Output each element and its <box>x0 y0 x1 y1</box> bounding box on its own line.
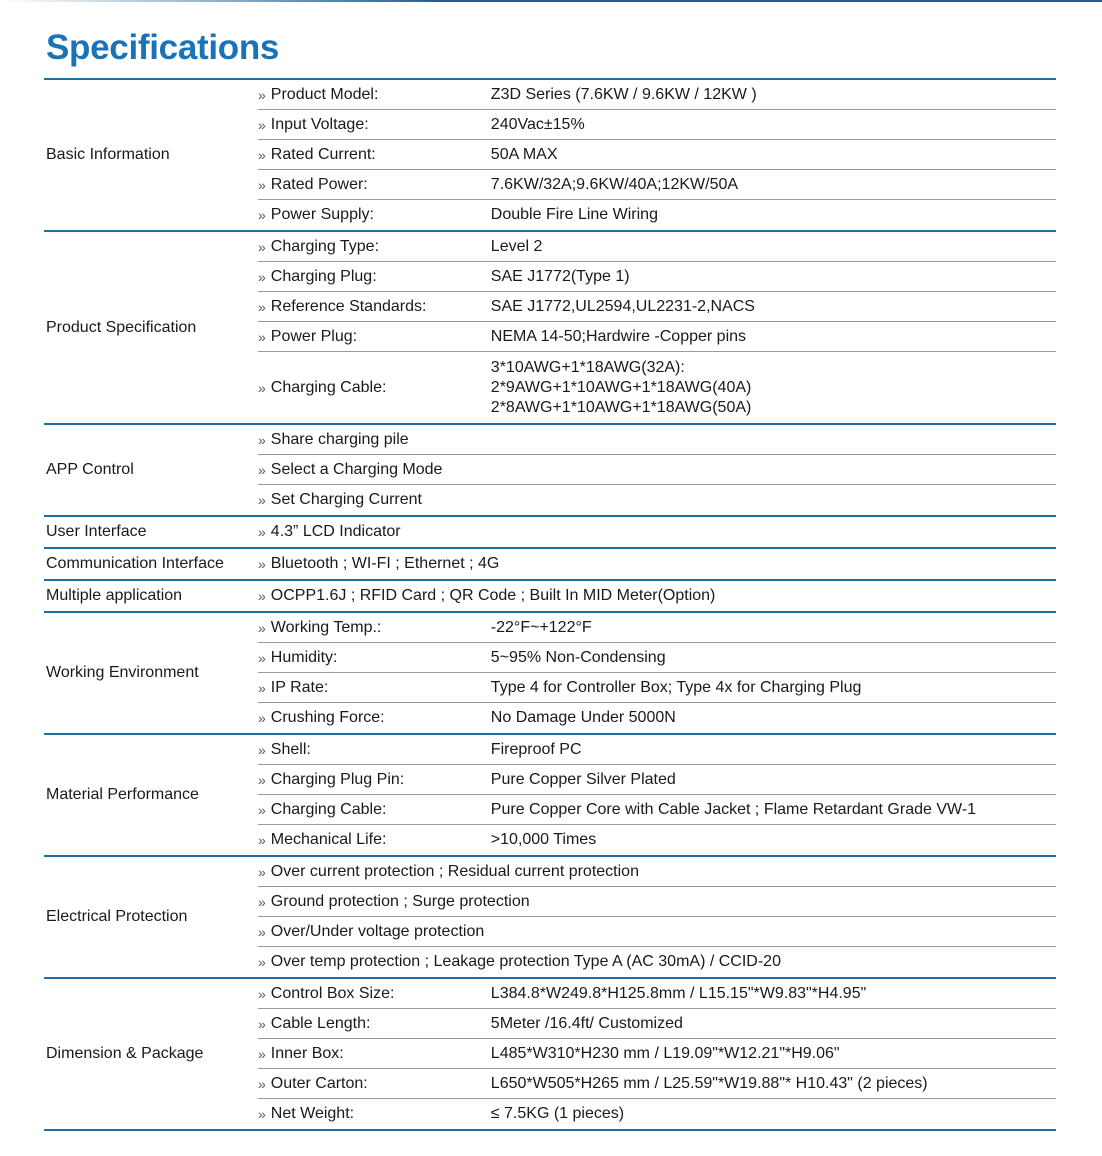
spec-row-label: Reference Standards: <box>270 297 427 315</box>
spec-row-value <box>491 205 658 225</box>
bullet-chevron-icon: » <box>258 1015 266 1032</box>
bullet-chevron-icon: » <box>258 1045 266 1062</box>
spec-row-label: Net Weight: <box>270 1105 355 1122</box>
bullet-chevron-icon: » <box>258 771 266 788</box>
top-rule <box>0 0 1102 2</box>
spec-table <box>44 78 1056 1131</box>
spec-value-line: Pure Copper Core with Cable Jacket ; Flame Retardant Grade VW-1 <box>490 800 977 818</box>
spec-value-line: L384.8*W249.8*H125.8mm / L15.15"*W9.83"*H4.95" <box>490 984 867 1002</box>
spec-row-value <box>491 297 755 317</box>
spec-row <box>258 979 1056 1009</box>
spec-row-label: OCPP1.6J ; RFID Card ; QR Code ; Built In MID Meter(Option) <box>270 587 716 604</box>
spec-row <box>258 917 1056 947</box>
spec-value-line: >10,000 Times <box>490 831 597 848</box>
spec-row-label: Shell: <box>270 740 311 758</box>
spec-row-label: Over/Under voltage protection <box>270 922 485 940</box>
section-rows <box>258 857 1056 977</box>
spec-value-line: 50A MAX <box>490 145 558 163</box>
spec-value-line: 5Meter /16.4ft/ Customized <box>490 1014 683 1032</box>
bullet-chevron-icon: » <box>258 431 266 448</box>
section-label: Electrical Protection <box>46 908 188 925</box>
spec-row-label: Bluetooth ; WI-FI ; Ethernet ; 4G <box>270 555 500 572</box>
spec-row <box>258 352 1056 423</box>
spec-row <box>258 1009 1056 1039</box>
spec-row <box>258 485 1056 515</box>
bullet-chevron-icon: » <box>258 710 266 726</box>
spec-row-value <box>491 85 757 105</box>
spec-value-line: 7.6KW/32A;9.6KW/40A;12KW/50A <box>490 175 739 193</box>
spec-row-value <box>491 327 746 347</box>
spec-value-line: Double Fire Line Wiring <box>490 206 658 223</box>
spec-row-value <box>491 618 592 638</box>
spec-row-label: IP Rate: <box>270 678 329 696</box>
spec-row <box>258 200 1056 230</box>
bullet-chevron-icon: » <box>258 1075 266 1092</box>
spec-row-value <box>491 800 976 820</box>
spec-row <box>258 613 1056 643</box>
spec-section <box>44 735 1056 857</box>
bullet-chevron-icon: » <box>258 86 266 103</box>
spec-row <box>258 80 1056 110</box>
spec-row-value <box>491 115 585 135</box>
section-rows <box>258 549 1056 579</box>
spec-value-line: L650*W505*H265 mm / L25.59"*W19.88"* H10.43" (2 pieces) <box>490 1074 928 1092</box>
spec-row-label: Cable Length: <box>270 1014 371 1032</box>
bullet-chevron-icon: » <box>258 893 266 910</box>
spec-row <box>258 455 1056 485</box>
section-rows <box>258 80 1056 230</box>
spec-row-value <box>491 830 596 850</box>
spec-section <box>44 232 1056 425</box>
spec-row-label: 4.3” LCD Indicator <box>270 523 401 540</box>
spec-row <box>258 735 1056 765</box>
bullet-chevron-icon: » <box>258 328 266 345</box>
bullet-chevron-icon: » <box>258 146 266 163</box>
spec-value-line: Pure Copper Silver Plated <box>490 770 676 788</box>
bullet-chevron-icon: » <box>258 268 266 285</box>
spec-row-label: Working Temp.: <box>270 618 382 636</box>
bullet-chevron-icon: » <box>258 863 266 880</box>
spec-section <box>44 517 1056 549</box>
spec-section <box>44 613 1056 735</box>
spec-row-label: Ground protection ; Surge protection <box>270 892 530 910</box>
spec-row <box>258 292 1056 322</box>
spec-row-label: Power Supply: <box>270 206 374 223</box>
spec-row <box>258 140 1056 170</box>
spec-row-label: Charging Type: <box>270 237 380 255</box>
spec-row <box>258 887 1056 917</box>
spec-section <box>44 80 1056 232</box>
spec-value-line: 2*8AWG+1*10AWG+1*18AWG(50A) <box>490 398 752 416</box>
spec-value-line: Level 2 <box>490 237 543 255</box>
bullet-chevron-icon: » <box>258 801 266 818</box>
spec-row <box>258 549 1056 579</box>
section-label: Material Performance <box>46 786 199 803</box>
spec-row-value <box>491 740 582 760</box>
spec-row <box>258 170 1056 200</box>
bullet-chevron-icon: » <box>258 298 266 315</box>
spec-row-value <box>491 267 630 287</box>
bullet-chevron-icon: » <box>258 679 266 696</box>
spec-row-value <box>491 358 752 418</box>
bullet-chevron-icon: » <box>258 524 266 540</box>
spec-row <box>258 947 1056 977</box>
spec-value-line: SAE J1772(Type 1) <box>490 267 630 285</box>
spec-row-label: Inner Box: <box>270 1044 344 1062</box>
spec-row-label: Product Model: <box>270 85 379 103</box>
section-label: Product Specification <box>46 318 197 336</box>
spec-value-line: ≤ 7.5KG (1 pieces) <box>490 1105 625 1122</box>
bullet-chevron-icon: » <box>258 588 266 604</box>
section-label: Working Environment <box>46 664 199 681</box>
spec-row-label: Over temp protection ; Leakage protection Type A (AC 30mA) / CCID-20 <box>270 953 781 970</box>
bullet-chevron-icon: » <box>258 556 266 572</box>
spec-row <box>258 1069 1056 1099</box>
bullet-chevron-icon: » <box>258 492 266 508</box>
spec-row <box>258 322 1056 352</box>
spec-row-label: Power Plug: <box>270 327 358 345</box>
spec-row-value <box>491 1014 683 1034</box>
bullet-chevron-icon: » <box>258 1106 266 1122</box>
spec-row <box>258 425 1056 455</box>
spec-row-label: Rated Current: <box>270 145 376 163</box>
spec-row-label: Select a Charging Mode <box>270 460 443 478</box>
section-rows <box>258 979 1056 1129</box>
bullet-chevron-icon: » <box>258 649 266 666</box>
section-label: Dimension & Package <box>46 1045 204 1062</box>
spec-row <box>258 581 1056 611</box>
spec-row-value <box>491 708 676 728</box>
spec-value-line: Type 4 for Controller Box; Type 4x for Charging Plug <box>490 678 862 696</box>
spec-row <box>258 1039 1056 1069</box>
bullet-chevron-icon: » <box>258 923 266 940</box>
spec-value-line: -22°F~+122°F <box>490 618 592 636</box>
section-rows <box>258 517 1056 547</box>
spec-row <box>258 857 1056 887</box>
spec-value-line: 3*10AWG+1*18AWG(32A): <box>490 358 685 376</box>
spec-row-label: Over current protection ; Residual current protection <box>270 862 639 880</box>
spec-row <box>258 765 1056 795</box>
bullet-chevron-icon: » <box>258 116 266 133</box>
bullet-chevron-icon: » <box>258 619 266 636</box>
spec-value-line: 5~95% Non-Condensing <box>490 648 666 666</box>
bullet-chevron-icon: » <box>258 461 266 478</box>
spec-row-label: Set Charging Current <box>270 491 422 508</box>
spec-row-value <box>491 1104 624 1124</box>
spec-row <box>258 825 1056 855</box>
spec-row <box>258 643 1056 673</box>
bullet-chevron-icon: » <box>258 832 266 848</box>
spec-value-line: No Damage Under 5000N <box>490 709 676 726</box>
spec-row-label: Outer Carton: <box>270 1074 368 1092</box>
bullet-chevron-icon: » <box>258 741 266 758</box>
spec-row-label: Crushing Force: <box>270 709 385 726</box>
spec-row-value <box>491 648 666 668</box>
section-label: Communication Interface <box>46 555 224 572</box>
bullet-chevron-icon: » <box>258 176 266 193</box>
spec-row-value <box>491 175 738 195</box>
spec-row <box>258 673 1056 703</box>
spec-section <box>44 425 1056 517</box>
spec-row <box>258 262 1056 292</box>
section-rows <box>258 581 1056 611</box>
spec-section <box>44 857 1056 979</box>
bullet-chevron-icon: » <box>258 985 266 1002</box>
spec-row-value <box>491 237 543 257</box>
spec-value-line: NEMA 14-50;Hardwire -Copper pins <box>490 327 747 345</box>
bullet-chevron-icon: » <box>258 207 266 223</box>
spec-section <box>44 581 1056 613</box>
bullet-chevron-icon: » <box>258 379 266 396</box>
spec-value-line: 240Vac±15% <box>490 115 585 133</box>
spec-section <box>44 979 1056 1131</box>
spec-row-label: Share charging pile <box>270 430 409 448</box>
section-label: Basic Information <box>46 146 170 163</box>
spec-row-label: Charging Plug Pin: <box>270 770 405 788</box>
spec-value-line: Fireproof PC <box>490 740 582 758</box>
spec-row-value <box>491 678 862 698</box>
section-rows <box>258 232 1056 423</box>
section-rows <box>258 613 1056 733</box>
spec-row <box>258 110 1056 140</box>
spec-row-label: Charging Plug: <box>270 267 377 285</box>
spec-row-label: Charging Cable: <box>270 800 387 818</box>
spec-row-value <box>491 984 866 1004</box>
spec-row-value <box>491 1074 928 1094</box>
section-rows <box>258 425 1056 515</box>
spec-row-value <box>491 145 558 165</box>
spec-row-value <box>491 770 676 790</box>
spec-row <box>258 232 1056 262</box>
spec-value-line: Z3D Series (7.6KW / 9.6KW / 12KW ) <box>490 85 757 103</box>
spec-value-line: 2*9AWG+1*10AWG+1*18AWG(40A) <box>490 378 752 396</box>
bullet-chevron-icon: » <box>258 238 266 255</box>
section-label: User Interface <box>46 523 147 540</box>
spec-row <box>258 1099 1056 1129</box>
spec-section <box>44 549 1056 581</box>
spec-row <box>258 795 1056 825</box>
spec-value-line: L485*W310*H230 mm / L19.09"*W12.21"*H9.06" <box>490 1044 840 1062</box>
spec-row <box>258 517 1056 547</box>
page-title: Specifications <box>46 28 280 67</box>
spec-value-line: SAE J1772,UL2594,UL2231-2,NACS <box>490 297 755 315</box>
spec-row-label: Humidity: <box>270 648 338 666</box>
spec-row-label: Mechanical Life: <box>270 831 387 848</box>
spec-row-label: Charging Cable: <box>270 378 387 396</box>
section-label: Multiple application <box>46 587 183 604</box>
section-label: APP Control <box>46 461 134 478</box>
spec-row-label: Control Box Size: <box>270 984 395 1002</box>
spec-row-label: Input Voltage: <box>270 115 369 133</box>
spec-row <box>258 703 1056 733</box>
spec-row-label: Rated Power: <box>270 175 368 193</box>
spec-row-value <box>491 1044 840 1064</box>
bullet-chevron-icon: » <box>258 954 266 970</box>
section-rows <box>258 735 1056 855</box>
